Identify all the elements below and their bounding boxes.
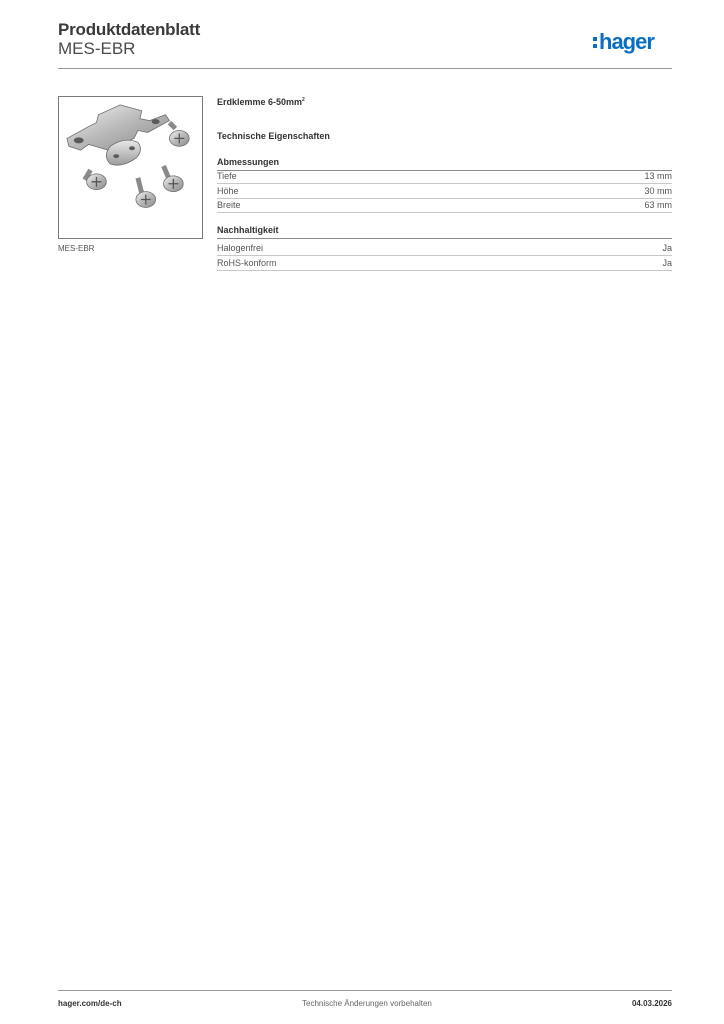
footer-date: 04.03.2026 [631, 999, 672, 1008]
table-row [217, 169, 672, 184]
row-value: 63 mm [644, 200, 672, 210]
product-name-text: Erdklemme 6-50mm [217, 97, 303, 107]
product-details [217, 96, 672, 268]
row-value: 30 mm [644, 186, 672, 196]
header-divider [58, 68, 672, 69]
row-label: Breite [217, 200, 241, 210]
product-image [58, 96, 203, 239]
section-title: Technische Eigenschaften [217, 131, 330, 141]
table-row [217, 256, 672, 271]
row-label: RoHS-konform [217, 258, 277, 268]
hager-logo [592, 28, 674, 58]
logo-text: hager [599, 29, 654, 54]
footer-divider [58, 990, 672, 991]
grounding-clamp-photo [59, 97, 202, 238]
footer-notice: Technische Änderungen vorbehalten [302, 999, 432, 1008]
table-row [217, 184, 672, 199]
product-name-superscript: 2 [302, 97, 305, 103]
row-label: Halogenfrei [217, 243, 264, 253]
image-caption: MES-EBR [58, 244, 95, 253]
page-title: Produktdatenblatt [58, 20, 201, 39]
group-heading-nachhaltigkeit: Nachhaltigkeit [217, 224, 672, 239]
product-code: MES-EBR [58, 39, 136, 58]
row-value: Ja [662, 243, 672, 253]
table-row [217, 241, 672, 256]
row-value: 13 mm [644, 171, 672, 181]
row-label: Tiefe [217, 171, 237, 181]
row-label: Höhe [217, 186, 239, 196]
table-row [217, 198, 672, 213]
footer-url[interactable]: hager.com/de-ch [58, 999, 122, 1008]
product-name [217, 96, 672, 108]
row-value: Ja [662, 258, 672, 268]
group-heading-abmessungen: Abmessungen [217, 156, 672, 171]
